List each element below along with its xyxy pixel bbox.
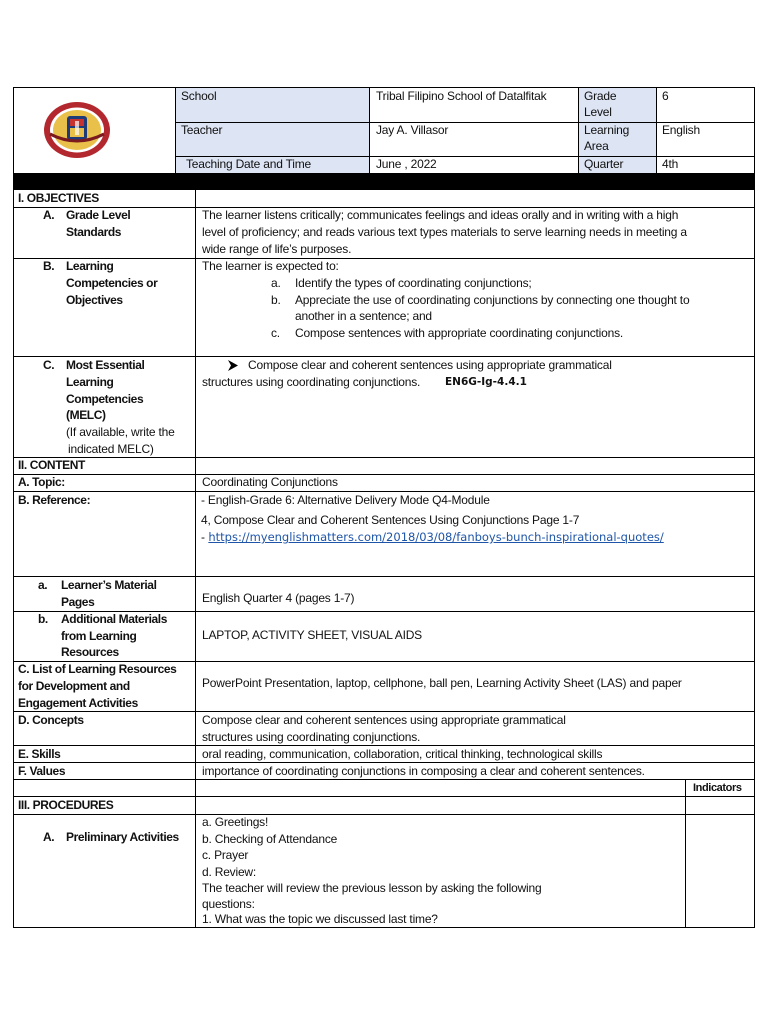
indicators-header: Indicators [693,782,742,794]
preliminary-line: d. Review: [202,865,257,879]
reference-line-1: - English-Grade 6: Alternative Delivery Mode Q4-Module [201,493,490,507]
preliminary-line: b. Checking of Attendance [202,832,338,846]
learners-material-label-2: Pages [61,595,95,609]
objective-b-item-mark: c. [271,326,280,340]
values-label: F. Values [18,764,66,778]
date-value: June , 2022 [376,157,437,171]
objective-a-text-3: wide range of life’s purposes. [202,242,352,256]
reference-dash: - [201,530,209,544]
concepts-text-1: Compose clear and coherent sentences using appropriate grammatical [202,713,566,727]
reference-label: B. Reference: [18,493,91,507]
objective-b-label-2: Competencies or [66,276,158,290]
reference-line-2: 4, Compose Clear and Coherent Sentences Using Conjunctions Page 1-7 [201,513,580,527]
grade-value: 6 [662,89,669,103]
objective-a-text-1: The learner listens critically; communicates feelings and ideas orally and in writing with a high [202,208,679,222]
learning-resources-label-1: C. List of Learning Resources [18,662,177,676]
objective-b-label-1: Learning [66,259,114,273]
quarter-label: Quarter [584,157,624,171]
preliminary-line: questions: [202,897,255,911]
preliminary-line: The teacher will review the previous lesson by asking the following [202,881,542,895]
school-label: School [181,89,217,103]
area-label-2: Area [584,139,609,153]
objectives-title: I. OBJECTIVES [18,191,99,205]
teacher-label: Teacher [181,123,223,137]
learners-material-marker: a. [38,578,48,592]
objective-c-note-2: indicated MELC) [68,442,154,456]
learners-material-value: English Quarter 4 (pages 1-7) [202,591,355,605]
objective-b-intro: The learner is expected to: [202,259,339,273]
objective-b-item-mark: a. [271,276,281,290]
topic-label: A. Topic: [18,475,65,489]
preliminary-label: Preliminary Activities [66,830,179,844]
header-divider-bar [13,173,755,190]
procedures-title: III. PROCEDURES [18,798,114,812]
objective-c-label-1: Most Essential [66,358,145,372]
learning-resources-label-2: for Development and [18,679,130,693]
arrow-bullet-icon [228,360,238,371]
objective-b-marker: B. [43,259,55,273]
skills-label: E. Skills [18,747,61,761]
school-seal-logo [42,100,112,160]
learners-material-label-1: Learner’s Material [61,578,157,592]
objective-b-item-text: Compose sentences with appropriate coordinating conjunctions. [295,326,624,340]
objective-c-label-2: Learning [66,375,114,389]
learning-resources-label-3: Engagement Activities [18,696,138,710]
values-value: importance of coordinating conjunctions in composing a clear and coherent sentences. [202,764,645,778]
preliminary-marker: A. [43,830,55,844]
objective-c-marker: C. [43,358,55,372]
melc-code: EN6G-Ig-4.4.1 [445,376,527,388]
concepts-text-2: structures using coordinating conjunctions. [202,730,421,744]
objective-b-label-3: Objectives [66,293,123,307]
objective-c-note-1: (If available, write the [66,425,175,439]
area-value: English [662,123,700,137]
reference-link[interactable]: https://myenglishmatters.com/2018/03/08/fanboys-bunch-inspirational-quotes/ [208,530,664,544]
objective-c-text-1: Compose clear and coherent sentences using appropriate grammatical [248,358,612,372]
objective-c-label-4: (MELC) [66,408,106,422]
area-label: Learning [584,123,630,137]
objective-c-label-3: Competencies [66,392,144,406]
additional-materials-marker: b. [38,612,48,626]
skills-value: oral reading, communication, collaboration, critical thinking, technological skills [202,747,603,761]
objective-a-label-1: Grade Level [66,208,131,222]
additional-materials-label-3: Resources [61,645,119,659]
additional-materials-label-2: from Learning [61,629,137,643]
preliminary-line: a. Greetings! [202,815,269,829]
grade-label: Grade [584,89,617,103]
objective-b-item-text: Identify the types of coordinating conjunctions; [295,276,532,290]
date-label: Teaching Date and Time [186,157,312,171]
reference-line-3 [201,529,664,546]
additional-materials-value: LAPTOP, ACTIVITY SHEET, VISUAL AIDS [202,628,422,642]
topic-value: Coordinating Conjunctions [202,475,338,489]
school-value: Tribal Filipino School of Datalfitak [376,89,547,103]
quarter-value: 4th [662,157,679,171]
objective-b-item-mark: b. [271,293,281,307]
additional-materials-label-1: Additional Materials [61,612,168,626]
concepts-label: D. Concepts [18,713,84,727]
objective-b-item-text: another in a sentence; and [295,309,432,323]
objective-b-item-text: Appreciate the use of coordinating conjunctions by connecting one thought to [295,293,690,307]
content-title: II. CONTENT [18,458,85,472]
objective-a-label-2: Standards [66,225,122,239]
preliminary-line: 1. What was the topic we discussed last time? [202,912,438,926]
learning-resources-value: PowerPoint Presentation, laptop, cellphone, ball pen, Learning Activity Sheet (LAS) and paper [202,676,682,690]
teacher-value: Jay A. Villasor [376,123,449,137]
preliminary-line: c. Prayer [202,848,249,862]
objective-a-text-2: level of proficiency; and reads various text types materials to serve learning needs in meeting a [202,225,687,239]
objective-a-marker: A. [43,208,55,222]
grade-label-2: Level [584,105,612,119]
objective-c-text-2: structures using coordinating conjunctions. [202,375,421,389]
